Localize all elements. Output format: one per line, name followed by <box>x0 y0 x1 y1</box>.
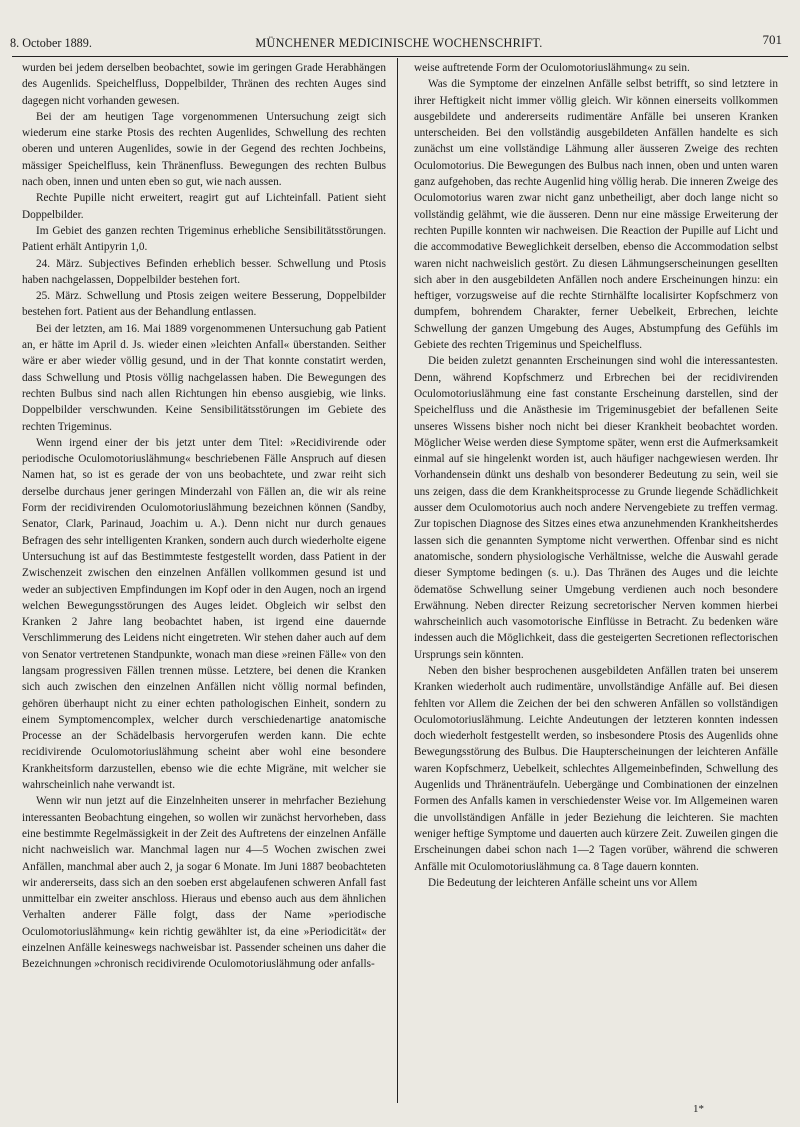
left-column <box>22 60 386 973</box>
paragraph: Im Gebiet des ganzen rechten Trigeminus erhebliche Sensibilitätsstörungen. Patient erhält Antipyrin 1,0. <box>22 224 386 254</box>
column-divider <box>397 58 398 1103</box>
journal-title: MÜNCHENER MEDICINISCHE WOCHENSCHRIFT. <box>255 36 543 50</box>
paragraph: Was die Symptome der einzelnen Anfälle selbst betrifft, so sind letztere in ihrer Heftigkeit nicht immer völlig gleich. Wir können einerseits vollkommen ausgebildete und andererseits rudimentäre Anfälle bei unseren Kranken unterscheiden. Bei den vollständig ausgebildeten Anfällen handelte es sich zunächst um eine vollständige Lähmung aller äusseren Zweige des rechten Oculomotorius. Die Bewegungen des Bulbus nach innen, oben und unten waren ganz aufgehoben, das rechte Augenlid hing völlig herab. Die inneren Zweige des Oculomotorius waren zwar nicht ganz unbetheiligt, aber doch lange nicht so vollständig gelähmt, wie die äusseren. Denn nur eine mässige Erweiterung der rechten Pupille konnten wir nachweisen. Die Reaction der Pupille auf Licht und die accommodative Beweglichkeit derselben, ebenso die Accommodation selbst waren nicht nachweislich gestört. Zu diesen Lähmungserscheinungen gesellten sich aber in den ausgebildeten Anfällen noch andere Erscheinungen hinzu: ein heftiger, vorzugsweise auf die rechte Stirnhälfte localisirter Kopfschmerz von dumpfem, bohrendem Charakter, ferner Uebelkeit, Erbrechen, leichte Schwellung der ganzen Umgebung des Auges, Abstumpfung des Gefühls im Gebiete des rechten Trigeminus und Speichelfluss. <box>414 78 778 352</box>
page-number: 701 <box>762 32 782 47</box>
paragraph: 24. März. Subjectives Befinden erheblich besser. Schwellung und Ptosis haben nachgelassen, Doppelbilder bestehen fort. <box>22 257 386 286</box>
paragraph: Neben den bisher besprochenen ausgebildeten Anfällen traten bei unserem Kranken wiederholt auch rudimentäre, unvollständige Anfälle auf. Bei diesen fehlten vor Allem die Zeichen der bei den schweren Anfällen so vollständigen Oculomotoriuslähmung. Leichte Andeutungen der letzteren konnten indessen doch wiederholt festgestellt werden, so insbesondere Ptosis des Augenlids ohne Bewegungsstörung des Bulbus. Die Haupterscheinungen der leichteren Anfälle waren Kopfschmerz, Uebelkeit, schlechtes Allgemeinbefinden, Schwellung des Augenlids und Thränenträufeln. Uebergänge und Combinationen der einzelnen Formen des Anfalls kamen in verschiedenster Weise vor. Im Allgemeinen waren die unvollständigen Anfälle in jeder Beziehung die leichteren. Sie machten weniger heftige Symptome und dauerten auch kürzere Zeit. Zuweilen gingen die Erscheinungen dabei schon nach 1—2 Tagen vorüber, während die schweren Anfälle mit Oculomotoriuslähmung ca. 8 Tage dauern konnten. <box>414 664 778 873</box>
paragraph: Rechte Pupille nicht erweitert, reagirt gut auf Lichteinfall. Patient sieht Doppelbilder. <box>22 192 386 221</box>
header-rule <box>12 56 788 57</box>
paragraph: Die beiden zuletzt genannten Erscheinungen sind wohl die interessantesten. Denn, während Kopfschmerz und Erbrechen bei der recidivirenden Oculomotoriuslähmung eine fast constante Erscheinung darstellen, sind der Speichelfluss und die Anästhesie im Trigeminusgebiet der befallenen Seite unseres Wissens bisher noch nicht bei dieser Krankheit beobachtet worden. Möglicher Weise werden diese Symptome später, wenn erst die Aufmerksamkeit einmal auf sie hingelenkt worden ist, auch häufiger nachgewiesen werden. Ihr Vorhandensein dünkt uns deshalb von besonderer Bedeutung zu sein, weil sie uns zeigen, dass die dem Krankheitsprocesse zu Grunde liegende Schädlichkeit ausser dem Oculomotorius auch noch andere Nervengebiete zu treffen vermag. Zur topischen Diagnose des Sitzes eines etwa anzunehmenden Krankheitsherdes lassen sich die genannten Symptome nicht verwerthen. Offenbar sind es nicht anatomische, sondern physiologische Verhältnisse, welche die Auswahl gerade dieser Symptome bedingen (s. u.). Das Thränen des Auges und die leichte ödematöse Schwellung seiner Umgebung verdienen auch noch besondere Erwähnung. Neben directer Reizung secretorischer Nerven kommen hierbei wahrscheinlich auch vasomotorische Einflüsse in Betracht. Zu bedenken wäre indessen auch die Möglichkeit, dass die gesteigerten Secretionen reflectorischen Ursprungs sein könnten. <box>414 355 778 661</box>
paragraph: Die Bedeutung der leichteren Anfälle scheint uns vor Allem <box>428 876 698 889</box>
issue-date: 8. October 1889. <box>10 36 92 50</box>
right-column <box>414 60 778 891</box>
paragraph: Bei der am heutigen Tage vorgenommenen Untersuchung zeigt sich wiederum eine starke Ptosis des rechten Augenlides, Schwellung des rechten oberen und unteren Augenlides, sowie in der Gegend des rechten Jochbeins, mässiger Speichelfluss, kein Thränenfluss. Bewegungen des rechten Bulbus nach oben, innen und unten eben so gut, wie nach aussen. <box>22 110 386 189</box>
running-header <box>10 34 788 54</box>
paragraph: Wenn irgend einer der bis jetzt unter dem Titel: »Recidivirende oder periodische Oculomotoriuslähmung« beschriebenen Fälle Anspruch auf diesen Namen hat, so ist es gerade der von uns beobachtete, und zwar reiht sich derselbe durchaus jener geringen Minderzahl von Fällen an, die wir als reine Form der recidivirenden Oculomotoriuslähmung bezeichnen können (Sandby, Senator, Clark, Parinaud, Joachim u. A.). Denn nicht nur durch genaues Befragen des sehr intelligenten Kranken, sondern auch durch wiederholte eigene Untersuchung ist auf das Bestimmteste festgestellt worden, dass Patient in der Zwischenzeit zwischen den einzelnen Anfällen vollkommen gesund ist und weder an subjectiven Empfindungen im Kopf oder in den Augen, noch an irgend welchen Bewegungsstörungen des Auges leidet. Obgleich wir selbst den Kranken 2 Jahre lang beobachtet haben, ist irgend eine dauernde Verschlimmerung des Leidens nicht eingetreten. Wir stehen daher auch auf dem von Senator vertretenen Standpunkte, wonach man diese »reinen Fälle« von den langsam progressiven Fällen trennen müsse. Letztere, bei denen die Kranken sich auch zwischen den einzelnen Anfällen nicht völlig normal befinden, gehören überhaupt nicht zu einer echten pathologischen Einheit, sondern zu einem Symptomencomplex, welcher durch verschiedenartige anatomische Processe an der Schädelbasis hervorgerufen werden kann. Die echte recidivirende Oculomotoriuslähmung scheint aber wohl eine besondere Krankheitsform darzustellen, ebenso wie die echte Migräne, mit welcher sie wahrscheinlich nahe verwandt ist. <box>22 436 386 792</box>
paragraph: wurden bei jedem derselben beobachtet, sowie im geringen Grade Herabhängen des Augenlids. Speichelfluss, Doppelbilder, Thränen des rechten Auges sind dagegen nicht vorhanden gewesen. <box>22 62 386 107</box>
paragraph: Bei der letzten, am 16. Mai 1889 vorgenommenen Untersuchung gab Patient an, er hätte im April d. Js. wieder einen »leichten Anfall« überstanden. Seither wäre er aber wieder völlig gesund, und in der That konnte constatirt werden, dass Schwellung und Ptosis völlig nachgelassen haben. Die Bewegungen des rechten Bulbus sind nach allen Richtungen hin ebenso ausgiebig, wie links. Doppelbilder verschwunden. Keine Sensibilitätsstörungen im Gebiete des rechten Trigeminus. <box>22 322 386 433</box>
paragraph: Wenn wir nun jetzt auf die Einzelnheiten unserer in mehrfacher Beziehung interessanten Beobachtung eingehen, so wollen wir zunächst hervorheben, dass eine bestimmte Regelmässigkeit in der Zeit des Auftretens der einzelnen Anfälle nicht nachweislich war. Manchmal lagen nur 4—5 Wochen zwischen zwei Anfällen, manchmal aber auch 2, ja sogar 6 Monate. Im Juni 1887 beobachteten wir andererseits, dass sich an den soeben erst abgelaufenen schweren Anfall fast unmittelbar ein zweiter anschloss. Hieraus und ebenso auch aus dem ähnlichen Verhalten anderer Fälle folgt, dass der Name »periodische Oculomotoriuslähmung« kein richtig gewählter ist, da eine »Periodicität« der einzelnen Anfälle keineswegs nachweisbar ist. Passender scheinen uns daher die Bezeichnungen »chronisch recidivirende Oculomotoriuslähmung oder anfalls- <box>22 795 386 971</box>
paragraph: 25. März. Schwellung und Ptosis zeigen weitere Besserung, Doppelbilder bestehen fort. Patient aus der Behandlung entlassen. <box>22 290 386 319</box>
signature-mark: 1* <box>693 1103 704 1115</box>
paragraph: weise auftretende Form der Oculomotoriuslähmung« zu sein. <box>414 62 690 74</box>
